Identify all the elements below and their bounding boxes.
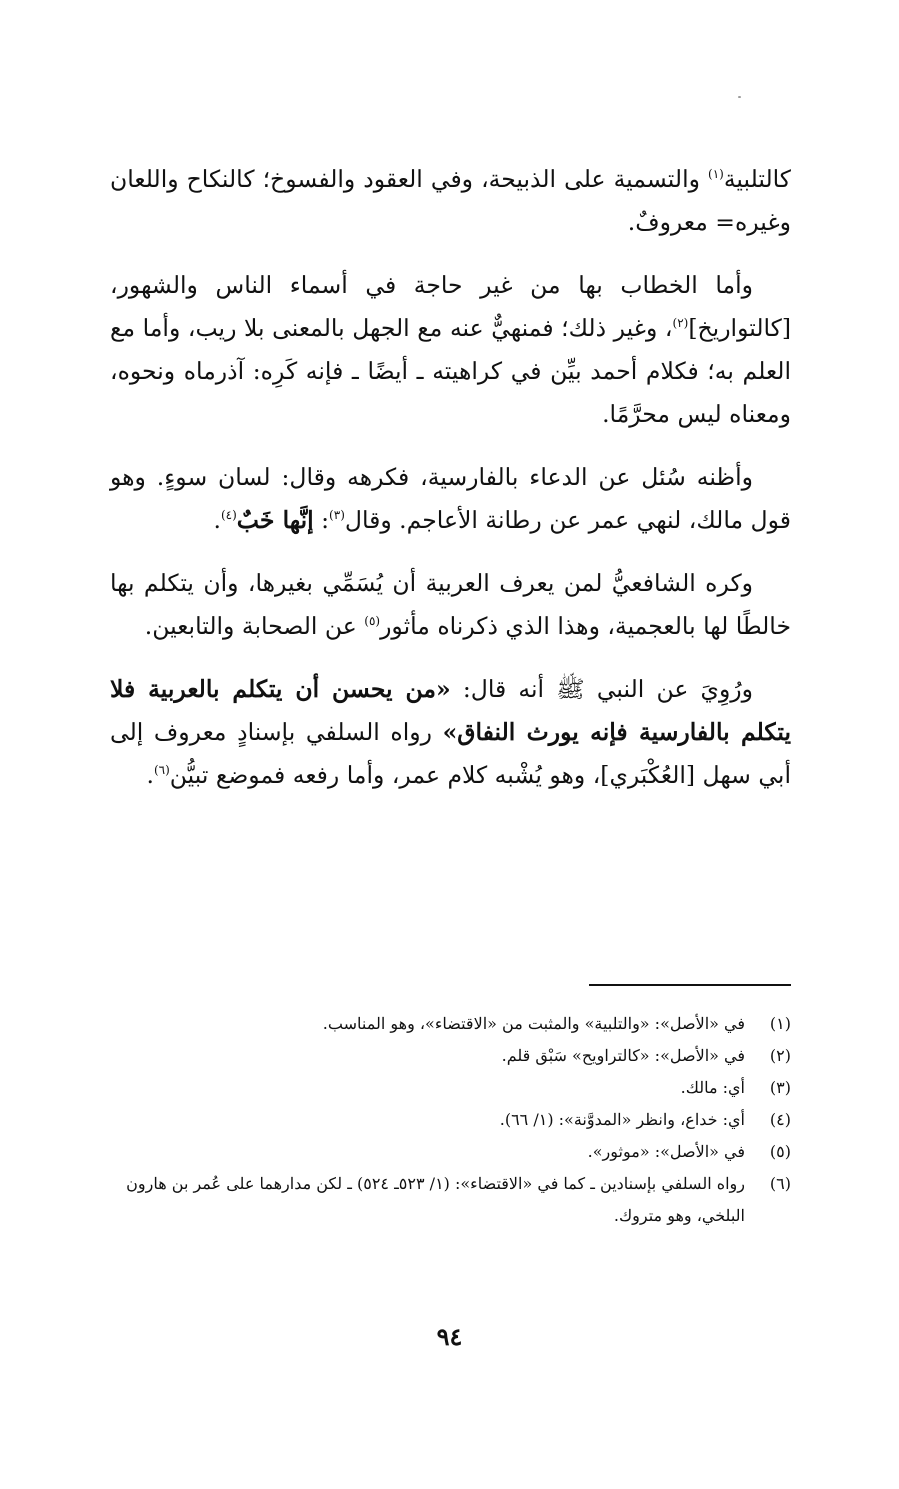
print-speck: [738, 96, 741, 98]
footnote: [110, 1168, 791, 1232]
footnote-text: في «الأصل»: «موثور».: [587, 1142, 745, 1161]
footnote-text: أي: خداع، وانظر «المدوَّنة»: (١/ ٦٦).: [499, 1110, 745, 1129]
text-run: والتسمية على الذبيحة، وفي العقود والفسوخ؛ كالنكاح واللعان وغيره= معروفٌ.: [110, 165, 791, 236]
footnote-text: رواه السلفي بإسنادين ـ كما في «الاقتضاء»: (١/ ٥٢٣ـ ٥٢٤) ـ لكن مدارهما على عُمر بن هارون البلخي، وهو متروك.: [126, 1174, 745, 1225]
paragraph: [110, 668, 791, 797]
footnote-number: (١): [769, 1014, 791, 1033]
text-run: ورُوِيَ عن النبي ﷺ أنه قال:: [450, 675, 753, 703]
footnote: [110, 1136, 791, 1168]
footnote-number: (٣): [769, 1078, 791, 1097]
text-run: رواه السلفي بإسنادٍ معروف إلى أبي سهل [العُكْبَري]، وهو يُشْبه كلام عمر، وأما رفعه فموضع تبيُّن: [110, 718, 791, 789]
footnote-number: (٤): [769, 1110, 791, 1129]
footnote-number: (٥): [769, 1142, 791, 1161]
footnote-ref: (٤): [220, 508, 237, 523]
bold-quote: إنَّها خَبٌ: [236, 506, 314, 534]
text-run: .: [213, 506, 221, 534]
paragraph: [110, 158, 791, 244]
footnote-text: أي: مالك.: [680, 1078, 745, 1097]
footnote-ref: (١): [708, 167, 724, 182]
footnote-text: في «الأصل»: «والتلبية» والمثبت من «الاقتضاء»، وهو المناسب.: [322, 1014, 745, 1033]
footnote-separator: [589, 984, 791, 986]
text-run: كالتلبية: [723, 165, 791, 193]
footnote: [110, 1072, 791, 1104]
footnote: [110, 1008, 791, 1040]
footnote-ref: (٦): [153, 763, 170, 778]
footnote-ref: (٥): [364, 614, 381, 629]
footnotes: [110, 1008, 791, 1232]
footnote: [110, 1104, 791, 1136]
footnote-number: (٢): [769, 1046, 791, 1065]
footnote-number: (٦): [769, 1174, 791, 1193]
text-run: .: [146, 761, 154, 789]
text-run: وأما الخطاب بها من غير حاجة في أسماء الناس والشهور، [كالتواريخ]: [110, 271, 791, 342]
text-run: وكره الشافعيُّ لمن يعرف العربية أن يُسَمِّي بغيرها، وأن يتكلم بها خالطًا لها بالعجمية، وهذا الذي ذكرناه مأثور: [110, 569, 791, 640]
footnote-ref: (٢): [672, 316, 689, 331]
bold-quote: «من يحسن أن يتكلم بالعربية فلا يتكلم بالفارسية فإنه يورث النفاق»: [110, 675, 792, 746]
text-run: عن الصحابة والتابعين.: [144, 612, 365, 640]
page-number: ٩٤: [436, 1322, 463, 1351]
footnote: [110, 1040, 791, 1072]
paragraph: [110, 456, 791, 542]
main-text: [110, 158, 791, 817]
footnote-text: في «الأصل»: «كالتراويح» سَبْق قلم.: [501, 1046, 745, 1065]
paragraph: [110, 264, 791, 436]
text-run: وأظنه سُئل عن الدعاء بالفارسية، فكرهه وقال: لسان سوءٍ. وهو قول مالك، لنهي عمر عن رطانة الأعاجم. وقال: [110, 463, 791, 534]
text-run: :: [313, 506, 330, 534]
paragraph: [110, 562, 791, 648]
text-run: ، وغير ذلك؛ فمنهيٌّ عنه مع الجهل بالمعنى بلا ريب، وأما مع العلم به؛ فكلام أحمد بيِّن في كراهيته ـ أيضًا ـ فإنه كَرِه: آذرماه ونحوه، ومعناه ليس محرَّمًا.: [110, 314, 791, 428]
footnote-ref: (٣): [329, 508, 345, 523]
